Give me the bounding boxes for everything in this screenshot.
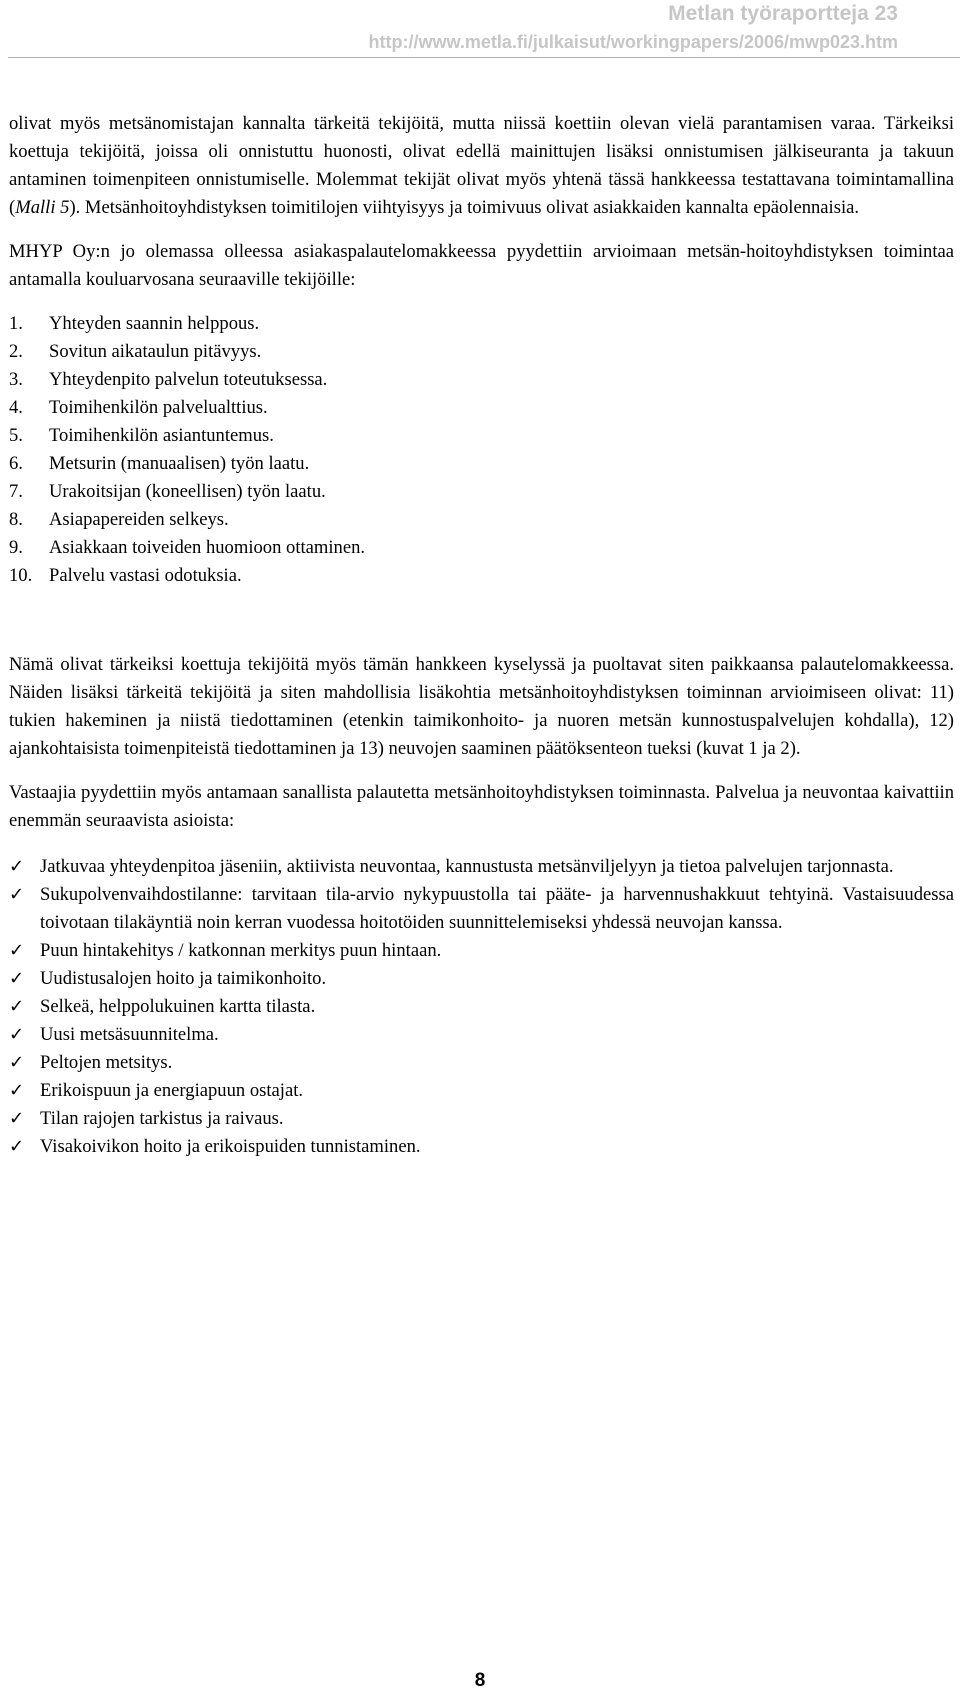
list-item-text: Toimihenkilön asiantuntemus. <box>49 425 274 446</box>
check-item-text: Tilan rajojen tarkistus ja raivaus. <box>40 1108 284 1129</box>
list-item <box>9 394 954 422</box>
list-item <box>9 366 954 394</box>
list-item-number: 7. <box>9 481 23 502</box>
check-item-text: Selkeä, helppolukuinen kartta tilasta. <box>40 996 316 1017</box>
list-item-number: 9. <box>9 537 23 558</box>
page-number: 8 <box>474 1670 486 1691</box>
list-item-text: Toimihenkilön palvelualttius. <box>49 397 268 418</box>
list-item-text: Metsurin (manuaalisen) työn laatu. <box>49 453 310 474</box>
list-item-text: Yhteydenpito palvelun toteutuksessa. <box>49 369 328 390</box>
checkmark-icon: ✓ <box>9 1080 25 1101</box>
check-item <box>9 1021 954 1049</box>
list-item-text: Sovitun aikataulun pitävyys. <box>49 341 262 362</box>
checkmark-icon: ✓ <box>9 856 25 877</box>
checkmark-icon: ✓ <box>9 1136 25 1157</box>
criteria-list <box>9 310 954 590</box>
check-item <box>9 853 954 881</box>
check-item <box>9 993 954 1021</box>
paragraph-1 <box>9 110 954 222</box>
page-body <box>9 110 954 1161</box>
list-item-number: 6. <box>9 453 23 474</box>
check-item-text: Sukupolvenvaihdostilanne: tarvitaan tila-arvio nykypuustolla tai pääte- ja harvennushakkuut tehtyinä. Vastaisuudessa toivotaan tilakäyntiä noin kerran vuodessa hoitotöiden suunnittelemiseksi yhdessä neuvojan kanssa. <box>40 884 954 933</box>
check-item-text: Uudistusalojen hoito ja taimikonhoito. <box>40 968 327 989</box>
list-item <box>9 422 954 450</box>
list-item-number: 10. <box>9 565 33 586</box>
list-item-number: 3. <box>9 369 23 390</box>
check-item <box>9 1049 954 1077</box>
list-item-text: Urakoitsijan (koneellisen) työn laatu. <box>49 481 326 502</box>
list-item <box>9 450 954 478</box>
list-item-number: 1. <box>9 313 23 334</box>
checkmark-icon: ✓ <box>9 1052 25 1073</box>
list-item <box>9 478 954 506</box>
check-item <box>9 937 954 965</box>
check-item <box>9 1133 954 1161</box>
paragraph-2: MHYP Oy:n jo olemassa olleessa asiakaspalautelomakkeessa pyydettiin arvioimaan metsän-hoitoyhdistyksen toimintaa antamalla kouluarvosana seuraaville tekijöille: <box>9 241 954 290</box>
list-item <box>9 562 954 590</box>
list-item <box>9 310 954 338</box>
checkmark-icon: ✓ <box>9 940 25 961</box>
paragraph-1-text-b: ). Metsänhoitoyhdistyksen toimitilojen viihtyisyys ja toimivuus olivat asiakkaiden kannalta epäolennaisia. <box>69 197 860 218</box>
list-item-number: 4. <box>9 397 23 418</box>
list-item <box>9 534 954 562</box>
paragraph-1-text-a: olivat myös metsänomistajan kannalta tärkeitä tekijöitä, mutta niissä koettiin olevan vielä parantamisen varaa. Tärkeiksi koettuja tekijöitä, joissa oli onnistuttu huonosti, olivat edellä mainittujen lisäksi onnistumisen jälkiseuranta ja takuun antaminen toimenpiteen onnistumiselle. Molemmat tekijät olivat myös yhtenä tässä hankkeessa testattavana toimintamallina ( <box>9 113 954 218</box>
running-header <box>369 0 898 56</box>
checkmark-icon: ✓ <box>9 1108 25 1129</box>
list-item-number: 8. <box>9 509 23 530</box>
check-item-text: Erikoispuun ja energiapuun ostajat. <box>40 1080 304 1101</box>
check-item-text: Visakoivikon hoito ja erikoispuiden tunnistaminen. <box>40 1136 421 1157</box>
list-item-text: Palvelu vastasi odotuksia. <box>49 565 242 586</box>
paragraph-4: Vastaajia pyydettiin myös antamaan sanallista palautetta metsänhoitoyhdistyksen toiminnasta. Palvelua ja neuvontaa kaivattiin enemmän seuraavista asioista: <box>9 782 954 831</box>
check-item <box>9 1105 954 1133</box>
check-item-text: Puun hintakehitys / katkonnan merkitys puun hintaan. <box>40 940 442 961</box>
list-item-number: 2. <box>9 341 23 362</box>
checkmark-icon: ✓ <box>9 968 25 989</box>
model-reference: Malli 5 <box>15 197 70 218</box>
list-item-number: 5. <box>9 425 23 446</box>
series-title: Metlan työraportteja 23 <box>668 2 898 25</box>
publication-url: http://www.metla.fi/julkaisut/workingpapers/2006/mwp023.htm <box>368 32 898 52</box>
check-item <box>9 881 954 937</box>
check-item-text: Uusi metsäsuunnitelma. <box>40 1024 219 1045</box>
list-item <box>9 338 954 366</box>
list-item-text: Yhteyden saannin helppous. <box>49 313 260 334</box>
header-divider <box>8 57 960 58</box>
check-item-text: Jatkuvaa yhteydenpitoa jäseniin, aktiivista neuvontaa, kannustusta metsänviljelyyn ja tietoa palvelujen tarjonnasta. <box>40 856 894 877</box>
check-item <box>9 965 954 993</box>
list-item-text: Asiakkaan toiveiden huomioon ottaminen. <box>49 537 366 558</box>
check-item-text: Peltojen metsitys. <box>40 1052 173 1073</box>
check-item <box>9 1077 954 1105</box>
list-item-text: Asiapapereiden selkeys. <box>49 509 229 530</box>
checkmark-icon: ✓ <box>9 1024 25 1045</box>
checkmark-icon: ✓ <box>9 996 25 1017</box>
list-item <box>9 506 954 534</box>
checkmark-icon: ✓ <box>9 884 25 905</box>
paragraph-3: Nämä olivat tärkeiksi koettuja tekijöitä myös tämän hankkeen kyselyssä ja puoltavat siten paikkaansa palautelomakkeessa. Näiden lisäksi tärkeitä tekijöitä ja siten mahdollisia lisäkohtia metsänhoitoyhdistyksen toiminnan arvioimiseen olivat: 11) tukien hakeminen ja niistä tiedottaminen (etenkin taimikonhoito- ja nuoren metsän kunnostuspalvelujen kohdalla), 12) ajankohtaisista toimenpiteistä tiedottaminen ja 13) neuvojen saaminen päätöksenteon tueksi (kuvat 1 ja 2). <box>9 654 954 759</box>
feedback-list <box>9 853 954 1161</box>
